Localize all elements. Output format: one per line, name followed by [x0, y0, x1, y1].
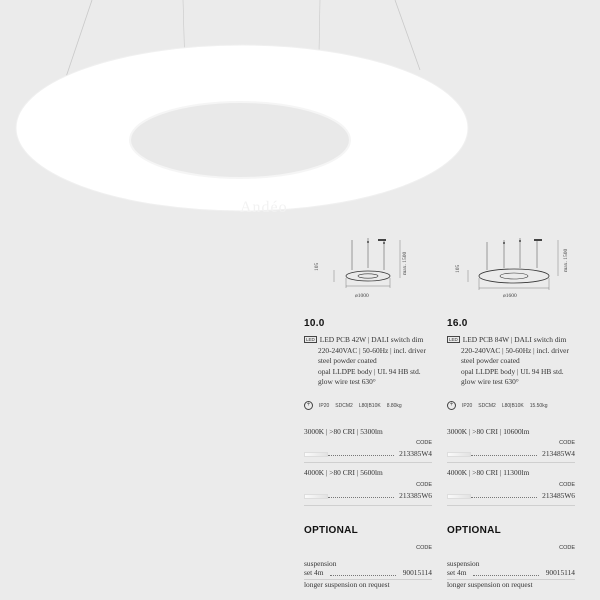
product-photo — [0, 0, 600, 230]
variant-label: 4000K | >80 CRI | 11300lm — [447, 468, 530, 477]
lifetime-rating: L80|B10K — [501, 402, 524, 409]
code-label: CODE — [416, 545, 432, 551]
height-label: 105 — [455, 264, 461, 273]
plus-circle-icon: + — [304, 401, 313, 410]
product-code: 213385W4 — [399, 449, 432, 458]
color-swatch — [447, 452, 471, 457]
product-code: 90015114 — [402, 568, 432, 577]
certification-icons — [304, 401, 402, 410]
product-code: 213485W6 — [542, 491, 575, 500]
optional-item: set 4m — [304, 568, 324, 577]
product-title: 16.0 — [447, 318, 468, 329]
spec-block — [304, 335, 454, 388]
optional-note: longer suspension on request — [447, 580, 533, 589]
product-title: 10.0 — [304, 318, 325, 329]
variant-label: 3000K | >80 CRI | 10600lm — [447, 427, 530, 436]
spec-line: steel powder coated — [461, 356, 520, 366]
code-label: CODE — [559, 440, 575, 446]
code-label: CODE — [559, 545, 575, 551]
ip-rating: IP20 — [462, 402, 473, 409]
diameter-label: ø1000 — [355, 293, 369, 299]
optional-item: suspension — [304, 559, 337, 568]
weight: 8.80kg — [386, 402, 402, 409]
spec-block — [447, 335, 597, 388]
optional-item: suspension — [447, 559, 480, 568]
code-label: CODE — [559, 482, 575, 488]
spec-line: LED PCB 84W | DALI switch dim — [462, 335, 567, 344]
lifetime-rating: L80|B10K — [358, 402, 381, 409]
spec-line: steel powder coated — [318, 356, 377, 366]
sdcm-rating: SDCM2 — [335, 402, 353, 409]
height-label: 105 — [314, 262, 320, 271]
ip-rating: IP20 — [319, 402, 330, 409]
spec-line: glow wire test 630° — [318, 377, 376, 387]
variant-label: 4000K | >80 CRI | 5600lm — [304, 468, 383, 477]
code-label: CODE — [416, 482, 432, 488]
optional-title: OPTIONAL — [304, 525, 359, 536]
product-code: 213485W4 — [542, 449, 575, 458]
color-swatch — [304, 494, 328, 499]
diameter-label: ø1600 — [503, 293, 517, 299]
weight: 15.50kg — [529, 402, 548, 409]
led-badge: LED — [306, 337, 315, 342]
spec-line: glow wire test 630° — [461, 377, 519, 387]
spec-line: LED PCB 42W | DALI switch dim — [319, 335, 424, 344]
sdcm-rating: SDCM2 — [478, 402, 496, 409]
optional-note: longer suspension on request — [304, 580, 390, 589]
watermark: Andéo — [240, 199, 288, 216]
max-suspension-label: max. 1500 — [563, 248, 569, 272]
dimension-diagram-16 — [462, 236, 572, 304]
color-swatch — [304, 452, 328, 457]
product-code: 90015114 — [545, 568, 575, 577]
optional-item: set 4m — [447, 568, 467, 577]
certification-icons — [447, 401, 547, 410]
spec-line: opal LLDPE body | UL 94 HB std. — [461, 366, 564, 376]
spec-line: opal LLDPE body | UL 94 HB std. — [318, 366, 421, 376]
spec-line: 220-240VAC | 50-60Hz | incl. driver — [461, 345, 569, 355]
optional-title: OPTIONAL — [447, 525, 502, 536]
color-swatch — [447, 494, 471, 499]
led-badge: LED — [449, 337, 458, 342]
spec-line: 220-240VAC | 50-60Hz | incl. driver — [318, 345, 426, 355]
max-suspension-label: max. 1500 — [402, 251, 408, 275]
code-label: CODE — [416, 440, 432, 446]
product-code: 213385W6 — [399, 491, 432, 500]
variant-label: 3000K | >80 CRI | 5300lm — [304, 427, 383, 436]
plus-circle-icon: + — [447, 401, 456, 410]
